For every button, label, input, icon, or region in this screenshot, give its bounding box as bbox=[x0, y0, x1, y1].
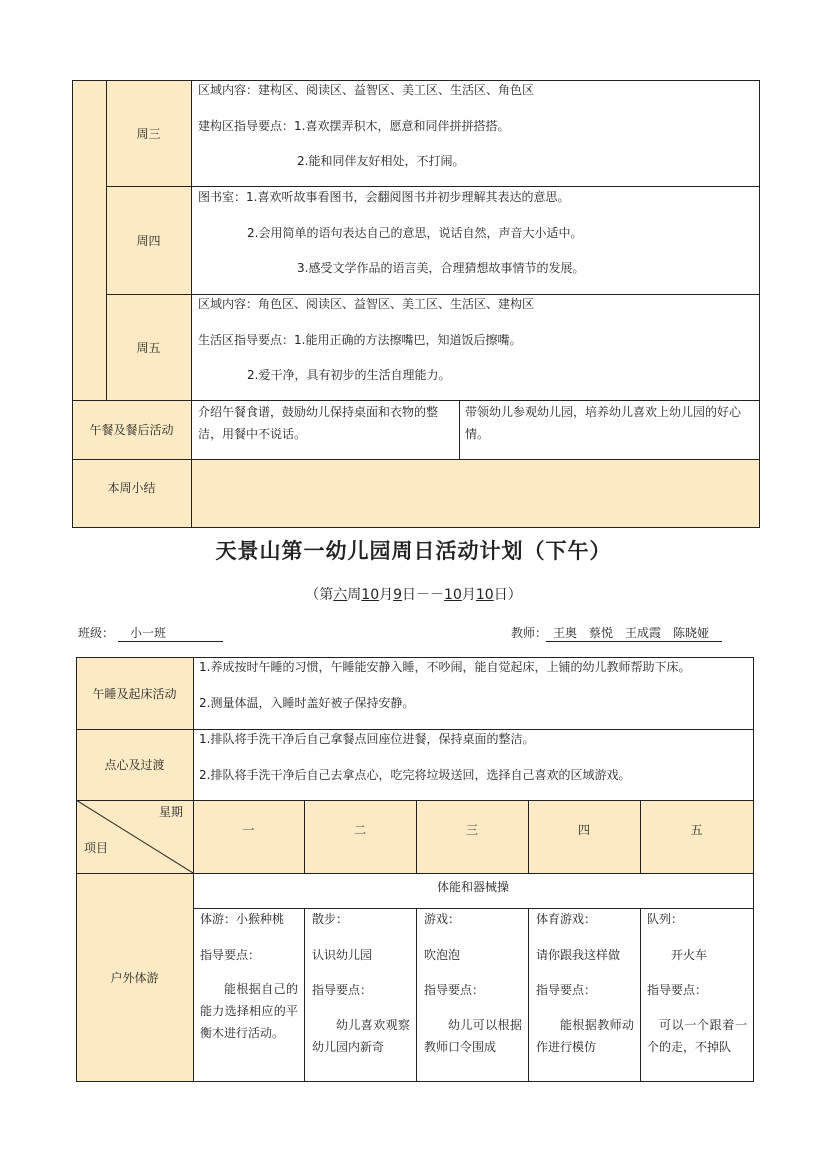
summary-label: 本周小结 bbox=[107, 480, 156, 495]
item-header-label: 项目 bbox=[84, 841, 109, 855]
teacher-names: 王奥 蔡悦 王成霞 陈晓娅 bbox=[553, 626, 710, 640]
fri-line-2: 生活区指导要点：1.能用正确的方法擦嘴巴，知道饭后擦嘴。 bbox=[198, 333, 522, 347]
outdoor-mon-guide: 能根据自己的能力选择相应的平衡木进行活动。 bbox=[200, 982, 298, 1040]
lunch-right-text: 带领幼儿参观幼儿园，培养幼儿喜欢上幼儿园的好心情。 bbox=[465, 405, 742, 441]
class-value: 小一班 bbox=[130, 626, 167, 640]
class-label: 班级： bbox=[78, 626, 115, 640]
date-range: （第六周10月9日－－10月10日） bbox=[305, 587, 522, 603]
outdoor-tue-guide-label: 指导要点： bbox=[312, 983, 373, 997]
outdoor-wed-guide: 幼儿可以根据教师口令围成 bbox=[424, 1018, 522, 1054]
weekday-thu: 四 bbox=[577, 822, 590, 837]
thu-line-1: 图书室：1.喜欢听故事看图书，会翻阅图书并初步理解其表达的意思。 bbox=[198, 190, 570, 204]
snack-line-1: 1.排队将手洗干净后自己拿餐点回座位进餐，保持桌面的整洁。 bbox=[199, 732, 535, 746]
day-label-wed: 周三 bbox=[136, 126, 161, 141]
outdoor-mon-guide-label: 指导要点： bbox=[200, 948, 261, 962]
weekday-tue: 二 bbox=[353, 822, 366, 837]
day-label-thu: 周四 bbox=[136, 233, 161, 248]
nap-label: 午睡及起床活动 bbox=[92, 686, 177, 701]
outdoor-thu-guide-label: 指导要点： bbox=[536, 983, 597, 997]
outdoor-label: 户外体游 bbox=[110, 970, 159, 985]
teacher-label: 教师： bbox=[511, 626, 548, 640]
wed-line-1: 区域内容：建构区、阅读区、益智区、美工区、生活区、角色区 bbox=[198, 83, 535, 97]
outdoor-fri-activity: 队列： bbox=[647, 912, 684, 926]
snack-label: 点心及过渡 bbox=[104, 758, 165, 772]
end-month: 10 bbox=[444, 587, 462, 603]
nap-line-1: 1.养成按时午睡的习惯，午睡能安静入睡，不吵闹，能自觉起床，上铺的幼儿教师帮助下床。 bbox=[199, 660, 691, 674]
end-day: 10 bbox=[475, 587, 494, 603]
lunch-left-text: 介绍午餐食谱，鼓励幼儿保持桌面和衣物的整洁，用餐中不说话。 bbox=[198, 405, 439, 441]
day-label-fri: 周五 bbox=[136, 340, 161, 355]
class-underline bbox=[118, 641, 223, 642]
weekday-fri: 五 bbox=[690, 822, 703, 837]
outdoor-wed-name: 吹泡泡 bbox=[424, 948, 461, 962]
outdoor-tue-activity: 散步： bbox=[312, 912, 349, 926]
page-title: 天景山第一幼儿园周日活动计划（下午） bbox=[215, 539, 612, 563]
week-number: 六 bbox=[333, 587, 348, 603]
weekday-header-label: 星期 bbox=[159, 805, 184, 819]
outdoor-fri-guide: 可以一个跟着一个的走，不掉队 bbox=[647, 1018, 747, 1054]
start-day: 9 bbox=[393, 587, 403, 603]
outdoor-tue-name: 认识幼儿园 bbox=[312, 948, 373, 962]
outdoor-tue-guide: 幼儿喜欢观察幼儿园内新奇 bbox=[312, 1018, 410, 1054]
wed-line-3: 2.能和同伴友好相处，不打闹。 bbox=[297, 154, 465, 168]
snack-line-2: 2.排队将手洗干净后自己去拿点心，吃完将垃圾送回，选择自己喜欢的区域游戏。 bbox=[199, 768, 631, 782]
fri-line-3: 2.爱干净，具有初步的生活自理能力。 bbox=[247, 368, 451, 382]
weekday-mon: 一 bbox=[242, 822, 255, 837]
outdoor-banner: 体能和器械操 bbox=[436, 879, 509, 894]
outdoor-thu-activity: 体育游戏： bbox=[536, 912, 597, 926]
outdoor-fri-name: 开火车 bbox=[671, 948, 708, 962]
outdoor-fri-guide-label: 指导要点： bbox=[647, 983, 708, 997]
lunch-label: 午餐及餐后活动 bbox=[89, 423, 174, 437]
wed-line-2: 建构区指导要点：1.喜欢摆弄积木，愿意和同伴拼拼搭搭。 bbox=[198, 119, 510, 133]
outdoor-mon-activity: 体游：小猴种桃 bbox=[200, 912, 285, 926]
outdoor-wed-activity: 游戏： bbox=[424, 912, 461, 926]
outdoor-wed-guide-label: 指导要点： bbox=[424, 983, 485, 997]
outdoor-thu-guide: 能根据教师动作进行模仿 bbox=[536, 1018, 634, 1054]
outdoor-thu-name: 请你跟我这样做 bbox=[536, 948, 621, 962]
teacher-underline bbox=[546, 641, 722, 642]
start-month: 10 bbox=[361, 587, 380, 603]
thu-line-2: 2.会用简单的语句表达自己的意思，说话自然，声音大小适中。 bbox=[247, 226, 583, 240]
thu-line-3: 3.感受文学作品的语言美，合理猜想故事情节的发展。 bbox=[297, 261, 585, 275]
fri-line-1: 区域内容：角色区、阅读区、益智区、美工区、生活区、建构区 bbox=[198, 297, 535, 311]
weekday-wed: 三 bbox=[465, 822, 478, 837]
nap-line-2: 2.测量体温，入睡时盖好被子保持安静。 bbox=[199, 696, 415, 710]
